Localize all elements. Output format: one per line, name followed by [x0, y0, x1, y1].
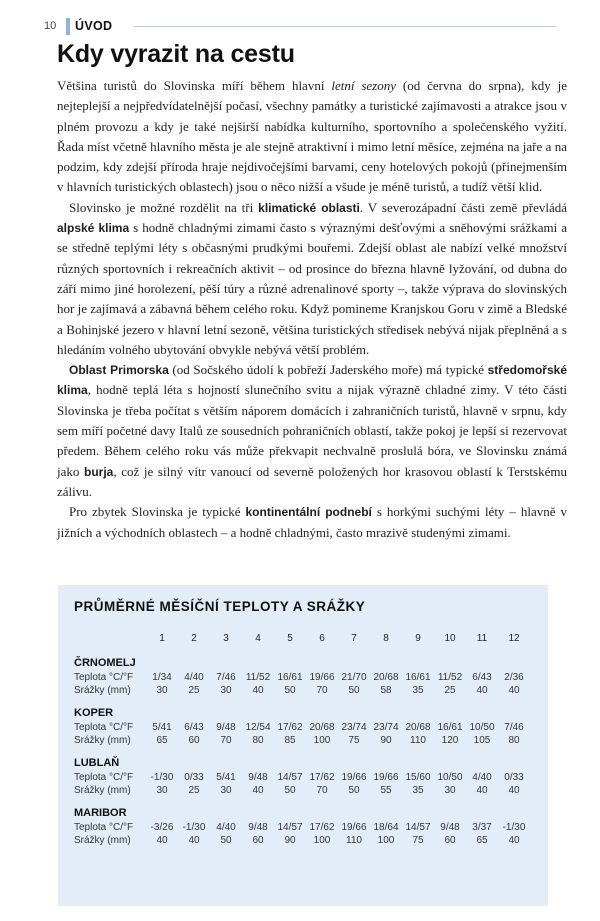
- temperature-value: 17/62: [277, 722, 303, 733]
- climate-table-body: [74, 647, 530, 847]
- paragraph: [57, 198, 567, 360]
- month-header: 10: [444, 632, 456, 644]
- rainfall-value: 110: [346, 835, 362, 846]
- temperature-row: [74, 771, 530, 784]
- rainfall-value: 30: [156, 685, 168, 696]
- rainfall-value: 65: [476, 835, 488, 846]
- climate-table: [74, 629, 530, 847]
- temperature-value: 2/36: [504, 672, 524, 683]
- temperature-value: 19/66: [373, 772, 399, 783]
- temperature-value: 0/33: [504, 772, 524, 783]
- city-name: ČRNOMELJ: [74, 657, 136, 669]
- city-row: [74, 747, 530, 771]
- temperature-value: 7/46: [216, 672, 236, 683]
- month-header: 5: [287, 632, 293, 644]
- temperature-value: 15/60: [405, 772, 431, 783]
- section-marker: [66, 18, 70, 35]
- rainfall-value: 40: [188, 835, 200, 846]
- month-header: 11: [476, 632, 488, 644]
- temperature-value: 14/57: [277, 772, 303, 783]
- rainfall-value: 75: [348, 735, 360, 746]
- page-title: Kdy vyrazit na cestu: [57, 40, 295, 68]
- temperature-value: 21/70: [341, 672, 367, 683]
- city-name: LUBLAŇ: [74, 757, 120, 769]
- section-label: ÚVOD: [75, 19, 113, 33]
- rainfall-value: 70: [316, 785, 328, 796]
- temperature-value: -1/30: [182, 822, 206, 833]
- month-header: 3: [223, 632, 229, 644]
- temperature-value: 23/74: [373, 722, 399, 733]
- rainfall-value: 90: [380, 735, 392, 746]
- temperature-value: 14/57: [277, 822, 303, 833]
- temperature-value: 9/48: [216, 722, 236, 733]
- temperature-value: 16/61: [405, 672, 431, 683]
- city-name: KOPER: [74, 707, 114, 719]
- text-run: , což je silný vítr vanoucí od severně položených hor krasovou oblastí k Terstskému zálivu.: [57, 463, 567, 499]
- month-header: 7: [351, 632, 357, 644]
- rainfall-value: 30: [444, 785, 456, 796]
- temperature-value: 11/52: [245, 672, 271, 683]
- rainfall-value: 50: [348, 685, 360, 696]
- month-header-spacer: [74, 629, 146, 647]
- rainfall-value: 70: [316, 685, 328, 696]
- rainfall-label: Srážky (mm): [74, 835, 131, 846]
- temperature-value: 9/48: [248, 822, 268, 833]
- page-number: 10: [44, 20, 57, 32]
- temperature-label: Teplota °C/°F: [74, 672, 134, 683]
- rainfall-row: [74, 834, 530, 847]
- text-run: s horkými suchými léty – hlavně v jižních a východních oblastech – a hodně chladnými, často mrazivě studenými zimami.: [57, 504, 567, 540]
- rainfall-value: 30: [220, 685, 232, 696]
- rainfall-value: 90: [284, 835, 296, 846]
- temperature-value: 4/40: [216, 822, 236, 833]
- temperature-value: 0/33: [184, 772, 204, 783]
- temperature-value: -1/30: [502, 822, 526, 833]
- text-run: Slovinsko je možné rozdělit na tři: [69, 199, 259, 215]
- rainfall-value: 58: [380, 685, 392, 696]
- temperature-value: 18/64: [373, 822, 399, 833]
- rainfall-value: 60: [252, 835, 264, 846]
- rainfall-value: 55: [380, 785, 392, 796]
- month-header: 8: [383, 632, 389, 644]
- rainfall-value: 80: [508, 735, 520, 746]
- temperature-value: 19/66: [341, 822, 367, 833]
- temperature-value: 17/62: [309, 822, 335, 833]
- month-header: 2: [191, 632, 197, 644]
- rainfall-value: 40: [252, 685, 264, 696]
- rainfall-value: 25: [444, 685, 456, 696]
- temperature-value: 14/57: [405, 822, 431, 833]
- rainfall-value: 35: [412, 685, 424, 696]
- keyword: burja: [84, 464, 114, 479]
- text-run: s hodně chladnými zimami často s výraznými dešťovými a sněhovými srážkami a se středně teplými léty s občasnými prudkými bouřemi. Zdejší oblast ale nabízí velké množství různých sportovních i rekreačních aktivit – od prosince do března hlavně lyžování, od dubna do září mimo jiné horolezení, pěší túry a různé adrenalinové sporty –, takže výprava do slovinských hor je zajímavá a zábavná během celého roku. Když pomineme Kranjskou Goru v zimě a Bledské a Bohinjské jezero v hlavní letní sezoně, většina turistických středisek nebývá nijak přeplněná a s hledáním volného ubytování obvykle nebývá větší problém.: [57, 220, 567, 357]
- rainfall-label: Srážky (mm): [74, 735, 131, 746]
- rainfall-value: 80: [252, 735, 264, 746]
- rainfall-value: 50: [284, 685, 296, 696]
- temperature-value: 7/46: [504, 722, 524, 733]
- temperature-value: 20/68: [373, 672, 399, 683]
- rainfall-value: 30: [156, 785, 168, 796]
- rainfall-value: 40: [508, 835, 520, 846]
- temperature-value: 16/61: [437, 722, 463, 733]
- rainfall-value: 105: [473, 735, 491, 746]
- text-run: Pro zbytek Slovinska je typické: [69, 504, 246, 520]
- temperature-value: -3/26: [150, 822, 174, 833]
- temperature-value: 3/37: [472, 822, 492, 833]
- temperature-value: 19/66: [341, 772, 367, 783]
- rainfall-value: 85: [284, 735, 296, 746]
- text-run: Většina turistů do Slovinska míří během hlavní: [57, 78, 332, 93]
- rainfall-value: 60: [444, 835, 456, 846]
- rainfall-value: 65: [156, 735, 168, 746]
- city-name: MARIBOR: [74, 807, 127, 819]
- month-header: 9: [415, 632, 421, 644]
- rainfall-value: 40: [476, 785, 488, 796]
- text-run: (od Sočského údolí k pobřeží Jaderského moře) má typické: [168, 362, 488, 378]
- rainfall-value: 100: [313, 835, 331, 846]
- climate-box-title: PRŮMĚRNÉ MĚSÍČNÍ TEPLOTY A SRÁŽKY: [74, 599, 366, 614]
- rainfall-value: 100: [377, 835, 395, 846]
- rainfall-value: 40: [476, 685, 488, 696]
- rainfall-value: 50: [220, 835, 232, 846]
- rainfall-value: 50: [284, 785, 296, 796]
- emphasis: letní sezony: [331, 78, 397, 93]
- temperature-value: 6/43: [184, 722, 204, 733]
- keyword: Oblast Primorska: [69, 363, 169, 378]
- rainfall-value: 35: [412, 785, 424, 796]
- rainfall-row: [74, 684, 530, 697]
- rainfall-value: 110: [410, 735, 426, 746]
- temperature-row: [74, 721, 530, 734]
- temperature-value: 11/52: [437, 672, 463, 683]
- text-run: . V severozápadní části země převládá: [359, 199, 568, 215]
- text-run: (od června do srpna), kdy je nejteplejší a nejpředvídatelnější počasí, všechny památky a turistické zajímavosti a atrakce jsou v plném provozu a kdy je také nejširší nabídka kulturního, sportovního a společenského vyžití. Řada míst včetně hlavního města je ale stejně atraktivní i mimo letní měsíce, zejména na jaře a na podzim, kdy zdejší příroda hraje nejdivočejšími barvami, ceny hotelových pokojů (přinejmenším v hlavních turistických oblastech) jsou o něco nižší a všude je méně turistů, a tudíž větší klid.: [57, 78, 568, 195]
- page-header: [44, 14, 556, 38]
- text-run: , hodně teplá léta s hojností slunečního svitu a nijak výrazně chladné zimy. V této části Slovinska je třeba počítat s větším náporem domácích i zahraničních turistů, hlavně v srpnu, kdy sem míří početné davy Italů ze sousedních pohraničních oblastí, takže pokoj je lepší si rezervovat předem. Během celého roku vás může překvapit nechvalně proslulá bóra, ve Slovinsku známá jako: [57, 382, 567, 479]
- temperature-value: 5/41: [216, 772, 236, 783]
- temperature-value: 5/41: [152, 722, 172, 733]
- rainfall-value: 30: [220, 785, 232, 796]
- keyword: klimatické oblasti: [258, 200, 360, 215]
- temperature-value: 17/62: [309, 772, 335, 783]
- rainfall-value: 120: [441, 735, 459, 746]
- month-header: 4: [255, 632, 261, 644]
- temperature-value: 4/40: [472, 772, 492, 783]
- rainfall-value: 40: [252, 785, 264, 796]
- rainfall-value: 50: [348, 785, 360, 796]
- climate-box: [58, 585, 548, 906]
- temperature-value: 1/34: [152, 672, 172, 683]
- rainfall-value: 75: [412, 835, 424, 846]
- temperature-label: Teplota °C/°F: [74, 822, 134, 833]
- keyword: alpské klima: [57, 221, 130, 236]
- rainfall-label: Srážky (mm): [74, 785, 131, 796]
- temperature-row: [74, 671, 530, 684]
- city-row: [74, 797, 530, 821]
- body-text: [57, 76, 567, 543]
- temperature-row: [74, 821, 530, 834]
- temperature-value: 12/54: [245, 722, 271, 733]
- temperature-value: 9/48: [248, 772, 268, 783]
- month-header: 12: [508, 632, 520, 644]
- rainfall-value: 100: [313, 735, 331, 746]
- header-rule: [134, 26, 556, 27]
- keyword: kontinentální podnebí: [245, 505, 372, 520]
- rainfall-row: [74, 734, 530, 747]
- temperature-label: Teplota °C/°F: [74, 772, 134, 783]
- rainfall-value: 40: [156, 835, 168, 846]
- temperature-value: 10/50: [437, 772, 463, 783]
- rainfall-value: 25: [188, 785, 200, 796]
- temperature-value: 6/43: [472, 672, 492, 683]
- paragraph: [57, 76, 567, 198]
- rainfall-row: [74, 784, 530, 797]
- temperature-value: 20/68: [405, 722, 431, 733]
- month-header-row: [74, 629, 530, 647]
- city-row: [74, 647, 530, 671]
- rainfall-label: Srážky (mm): [74, 685, 131, 696]
- temperature-value: 20/68: [309, 722, 335, 733]
- temperature-value: 19/66: [309, 672, 335, 683]
- month-header: 1: [159, 632, 165, 644]
- rainfall-value: 60: [188, 735, 200, 746]
- paragraph: [57, 502, 567, 543]
- temperature-value: 23/74: [341, 722, 367, 733]
- temperature-value: 10/50: [469, 722, 495, 733]
- month-header: 6: [319, 632, 325, 644]
- keyword: středomořské klima: [57, 363, 567, 398]
- paragraph: [57, 360, 567, 502]
- rainfall-value: 25: [188, 685, 200, 696]
- city-row: [74, 697, 530, 721]
- rainfall-value: 40: [508, 685, 520, 696]
- temperature-value: -1/30: [150, 772, 174, 783]
- temperature-label: Teplota °C/°F: [74, 722, 134, 733]
- rainfall-value: 70: [220, 735, 232, 746]
- temperature-value: 16/61: [277, 672, 303, 683]
- temperature-value: 9/48: [440, 822, 460, 833]
- rainfall-value: 40: [508, 785, 520, 796]
- temperature-value: 4/40: [184, 672, 204, 683]
